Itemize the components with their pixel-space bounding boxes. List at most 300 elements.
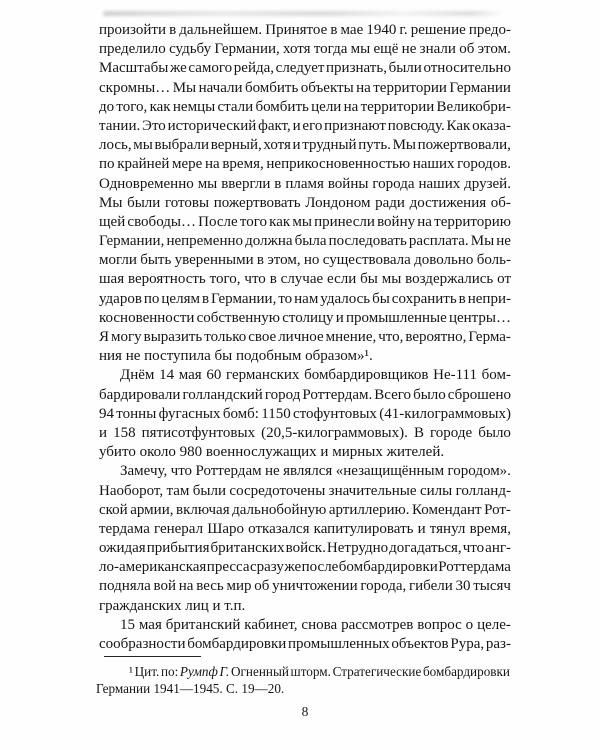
word: Германии	[449, 79, 511, 96]
footnote-divider	[104, 656, 201, 657]
word: готовы	[164, 194, 210, 211]
word: об-	[490, 194, 511, 211]
word: тании.	[99, 117, 141, 134]
word: «незащищённым	[335, 463, 445, 480]
word: могли	[99, 252, 137, 269]
word: судьбу	[169, 41, 212, 58]
word: Германии,	[211, 290, 277, 307]
word: городе	[430, 424, 473, 441]
word: войны	[327, 175, 369, 192]
word: значительные	[328, 482, 417, 499]
word: неприкосновенностью	[266, 156, 411, 173]
word: Лондоном	[305, 194, 371, 211]
word: Не-111	[433, 367, 477, 384]
word: Замечу,	[120, 463, 168, 480]
word: бом-	[481, 367, 511, 384]
word: пожертвовать	[213, 194, 301, 211]
word: до	[99, 98, 115, 115]
word: по:	[160, 664, 179, 679]
word: объекты	[300, 79, 354, 96]
word: вой	[153, 578, 177, 595]
word: друзей.	[464, 175, 511, 192]
word: повсюду.	[387, 117, 445, 134]
word: Роттердам.	[302, 386, 373, 403]
text-line	[99, 347, 511, 366]
word: лось,	[99, 137, 132, 154]
word: тысяч	[473, 578, 511, 595]
word: тонны	[116, 405, 157, 422]
word: Днём	[120, 367, 155, 384]
text-line	[99, 405, 511, 424]
text-line	[99, 40, 511, 59]
word: территорию	[434, 213, 511, 230]
word: генерал	[154, 520, 204, 537]
word: кабинет,	[244, 616, 298, 633]
word: рейда,	[233, 60, 275, 77]
word: тянул	[429, 520, 466, 537]
word: Г.	[219, 664, 230, 679]
text-line	[99, 366, 511, 385]
word: После	[198, 213, 238, 230]
word: бы	[360, 271, 378, 288]
word: являлся	[283, 463, 333, 480]
word: шая	[99, 271, 125, 288]
text-line	[99, 424, 511, 443]
word: рассмотрев	[341, 616, 414, 633]
word: тердама	[99, 520, 150, 537]
word: пламя	[285, 175, 324, 192]
word: территории	[360, 98, 435, 115]
word: было	[478, 424, 511, 441]
word: что	[462, 540, 485, 557]
word: ожидая	[99, 540, 146, 557]
word: мае	[340, 22, 364, 38]
word: наших	[418, 175, 461, 192]
word: британских	[210, 540, 285, 557]
word: косновенности	[99, 309, 195, 326]
word: по	[99, 156, 115, 173]
text-line	[99, 290, 511, 309]
word: 1940	[366, 22, 397, 38]
word: бомбардировщиков	[304, 367, 429, 384]
word: путь.	[358, 137, 391, 154]
word: принесли	[314, 213, 375, 230]
word: 158	[113, 424, 136, 441]
word: мир	[226, 578, 252, 595]
text-line	[99, 558, 511, 577]
text-line	[99, 635, 511, 654]
word: городов.	[457, 156, 511, 173]
text-line	[99, 462, 511, 481]
word: ради	[375, 194, 405, 211]
word: на	[343, 98, 359, 115]
word: достижения	[409, 194, 487, 211]
word: собственную	[196, 309, 281, 326]
word: Роттердам	[195, 463, 262, 480]
word: британский	[165, 616, 241, 633]
word: в	[330, 22, 338, 38]
word: г.	[399, 22, 408, 38]
word: наших	[412, 156, 455, 173]
word: уверенными	[174, 252, 254, 269]
word: Огненный	[231, 664, 289, 679]
word: мнение,	[325, 329, 377, 345]
word: в	[201, 290, 210, 307]
word: мы	[197, 175, 218, 192]
word: центры…	[448, 309, 511, 326]
word: мая	[178, 367, 202, 384]
scan-smudge-artifact	[103, 11, 503, 16]
word: стофунтовых	[293, 405, 377, 422]
word: ской	[99, 501, 128, 518]
word: о	[465, 616, 474, 633]
word: сразу	[249, 559, 284, 576]
word: довольно	[414, 252, 474, 269]
word: пределило	[99, 41, 166, 58]
word: шторм.	[290, 664, 331, 679]
word: на	[205, 156, 220, 173]
word: расплата.	[408, 233, 469, 250]
text-line	[99, 251, 511, 270]
word: фугасных	[158, 405, 221, 422]
word: мере	[172, 156, 203, 173]
word: Я	[99, 329, 110, 345]
word: были	[127, 194, 161, 211]
word: бомбардировки	[338, 559, 438, 576]
word: нам	[294, 290, 319, 307]
text-line	[99, 136, 511, 155]
word: голланд-	[455, 482, 511, 499]
word: дальнейшем.	[179, 22, 263, 38]
word: только	[204, 329, 247, 345]
word: хотя	[263, 137, 291, 154]
word: относительно	[423, 60, 511, 77]
word: вероятность	[127, 271, 206, 288]
word: отказался	[248, 520, 310, 537]
word: Нетрудно	[326, 540, 389, 557]
word: об	[254, 578, 270, 595]
word: после	[301, 559, 339, 576]
word: пожертвовали,	[417, 137, 511, 154]
word: была	[294, 233, 327, 250]
text-line	[99, 386, 511, 405]
footnote	[96, 663, 510, 697]
word: и	[335, 309, 344, 326]
word: мы	[133, 137, 153, 154]
text-line	[99, 577, 511, 596]
word: Рура,	[450, 636, 485, 652]
word: бомбардировки	[187, 636, 287, 652]
word: этом,	[267, 252, 301, 269]
text-line	[99, 443, 511, 462]
word: вероятно,	[405, 329, 467, 345]
word: территории	[373, 79, 447, 96]
word: факт,	[258, 117, 291, 134]
word: ¹	[129, 664, 133, 679]
word: начали	[198, 79, 243, 96]
word: признать,	[326, 60, 387, 77]
word: раз-	[485, 636, 511, 652]
word: 60	[206, 367, 222, 384]
word: Одновременно	[99, 175, 194, 192]
word: в	[269, 271, 277, 288]
word: личное	[278, 329, 324, 345]
word: бы	[372, 290, 390, 307]
word: 1150	[261, 405, 291, 422]
word: войск.	[285, 540, 326, 557]
word: немцы	[172, 98, 216, 115]
word: бомбардировки	[422, 664, 510, 679]
word: быть	[140, 252, 172, 269]
word: голландский	[182, 386, 263, 403]
word: того,	[116, 98, 148, 115]
word: существовала	[322, 252, 411, 269]
word: того,	[209, 271, 241, 288]
word: признают	[324, 117, 386, 134]
word: верный,	[210, 137, 262, 154]
word: воздержались	[405, 271, 494, 288]
word: ввергли	[221, 175, 271, 192]
word: цели	[311, 98, 342, 115]
word: непри-	[467, 290, 511, 307]
word: самого	[188, 60, 233, 77]
word: как	[269, 213, 291, 230]
word: Это	[142, 117, 166, 134]
word: как	[149, 98, 171, 115]
word: пресса	[206, 559, 250, 576]
word: скромны…	[99, 79, 171, 96]
text-run: убито около 980 военнослужащих и мирных жителей.	[99, 444, 445, 461]
word: объектов	[391, 636, 449, 652]
word: германских	[226, 367, 300, 384]
word: что	[244, 271, 266, 288]
word: (41-килограммовых)	[379, 405, 511, 422]
word: Мы	[392, 137, 416, 154]
word: от	[497, 271, 511, 288]
word: вопрос	[417, 616, 462, 633]
text-block	[99, 21, 511, 654]
word: анг-	[485, 540, 511, 557]
word: выбрали	[154, 137, 210, 154]
word: в	[458, 290, 466, 307]
word: 15	[120, 616, 135, 633]
word: исторический	[167, 117, 257, 134]
word: снова	[301, 616, 338, 633]
text-line	[99, 59, 511, 78]
text-run: гражданских лиц и т.п.	[99, 597, 246, 614]
word: на	[178, 578, 194, 595]
word: Наоборот,	[99, 482, 164, 499]
text-line	[99, 597, 511, 616]
word: 14	[159, 367, 175, 384]
word: ло-американская	[99, 559, 207, 576]
word: то	[278, 290, 293, 307]
word: города,	[360, 578, 407, 595]
text-line	[99, 21, 511, 40]
word: Цит.	[134, 664, 160, 679]
word: сохранить	[391, 290, 457, 307]
word: ударов	[99, 290, 142, 307]
word: же	[169, 60, 187, 77]
word: город	[264, 386, 301, 403]
word: выразить	[143, 329, 203, 345]
word: сообразности	[99, 636, 186, 652]
word: в	[256, 252, 265, 269]
word: гибели	[408, 578, 453, 595]
word: Комендант	[412, 501, 482, 518]
word: мы	[381, 271, 402, 288]
word: этом.	[477, 41, 511, 58]
word: время,	[222, 156, 264, 173]
word: по	[143, 290, 160, 307]
text-run: ния не поступила бы подобным образом»¹.	[99, 348, 373, 365]
word: пятисотфунтовых	[141, 424, 256, 441]
word: и	[99, 424, 108, 441]
word: ещё	[373, 41, 399, 58]
word: промышленных	[288, 636, 390, 652]
word: армии,	[130, 501, 174, 518]
word: 94	[99, 405, 114, 422]
text-run: Германии 1941—1945. С. 19—20.	[96, 681, 285, 696]
word: столицу	[282, 309, 334, 326]
word: бомб:	[222, 405, 259, 422]
text-line	[99, 232, 511, 251]
word: не	[496, 233, 511, 250]
word: Шаро	[207, 520, 245, 537]
word: что	[170, 463, 193, 480]
word: Мы	[470, 233, 495, 250]
word: Великобри-	[436, 98, 511, 115]
word: артиллерию.	[328, 501, 410, 518]
word: что,	[378, 329, 404, 345]
word: Германии,	[214, 41, 280, 58]
text-line	[99, 98, 511, 117]
text-line	[99, 270, 511, 289]
word: боль-	[476, 252, 511, 269]
word: весь	[196, 578, 224, 595]
word: города	[372, 175, 415, 192]
word: были	[388, 60, 422, 77]
text-line	[99, 175, 511, 194]
word: капитулировать	[313, 520, 414, 537]
text-line	[99, 482, 511, 501]
word: бомбить	[244, 79, 299, 96]
word: бардировали	[99, 386, 181, 403]
word: последовать	[328, 233, 407, 250]
footnote-line	[96, 663, 510, 680]
word: в	[274, 175, 282, 192]
text-line	[99, 79, 511, 98]
word: крайней	[117, 156, 170, 173]
footnote-line	[96, 680, 510, 697]
word: могу	[110, 329, 142, 345]
word: В	[413, 424, 424, 441]
word: трудный	[302, 137, 357, 154]
word: Всего	[374, 386, 412, 403]
word: включая	[176, 501, 230, 518]
word: городом».	[447, 463, 511, 480]
word: Масштабы	[99, 60, 169, 77]
text-line	[99, 539, 511, 558]
word: Рот-	[484, 501, 511, 518]
word: щей	[99, 213, 126, 230]
word: произойти	[99, 22, 167, 38]
word: мы	[292, 213, 312, 230]
word: целям	[161, 290, 200, 307]
text-line	[99, 328, 511, 347]
text-line	[99, 155, 511, 174]
word: дальнобойную	[232, 501, 327, 518]
word: же	[284, 559, 302, 576]
text-line	[99, 501, 511, 520]
word: Как	[446, 117, 471, 134]
word: мая	[138, 616, 162, 633]
word: свободы…	[127, 213, 196, 230]
word: случае	[280, 271, 324, 288]
word: промышленные	[345, 309, 447, 326]
word: время,	[469, 520, 511, 537]
text-line	[99, 213, 511, 232]
word: там	[166, 482, 190, 499]
word: догадаться,	[389, 540, 462, 557]
text-line	[99, 309, 511, 328]
word: Роттердама	[438, 559, 511, 576]
word: об	[459, 41, 475, 58]
text-line	[99, 520, 511, 539]
word: не	[265, 463, 280, 480]
word: должна	[245, 233, 293, 250]
text-line	[99, 194, 511, 213]
word: сосредоточены	[229, 482, 326, 499]
word: войну	[377, 213, 416, 230]
word: если	[327, 271, 357, 288]
word: было	[413, 386, 446, 403]
word: уничтожении	[272, 578, 358, 595]
word: Принятое	[265, 22, 328, 38]
word: удалось	[320, 290, 371, 307]
word: не	[401, 41, 417, 58]
word: силы	[419, 482, 453, 499]
word: свое	[248, 329, 277, 345]
word: тогда	[313, 41, 348, 58]
word: в	[169, 22, 177, 38]
word: и	[292, 137, 301, 154]
word: сброшено	[447, 386, 511, 403]
word: и	[417, 520, 426, 537]
word: решение	[410, 22, 466, 38]
word: прибытия	[146, 540, 210, 557]
word: Герма-	[468, 329, 511, 345]
word: хотя	[283, 41, 311, 58]
word: 30	[455, 578, 471, 595]
word: мы	[350, 41, 371, 58]
word: на	[417, 213, 432, 230]
text-line	[99, 117, 511, 136]
page-number: 8	[301, 704, 309, 719]
word: были	[192, 482, 227, 499]
word: следует	[275, 60, 325, 77]
word: того	[239, 213, 267, 230]
word: бомбить	[255, 98, 309, 115]
text-line	[99, 616, 511, 635]
word: Стратегические	[332, 664, 422, 679]
word: но	[303, 252, 320, 269]
word: стали	[217, 98, 254, 115]
word: знали	[419, 41, 456, 58]
word: предо-	[468, 22, 511, 38]
word: и	[292, 117, 301, 134]
word: его	[302, 117, 323, 134]
